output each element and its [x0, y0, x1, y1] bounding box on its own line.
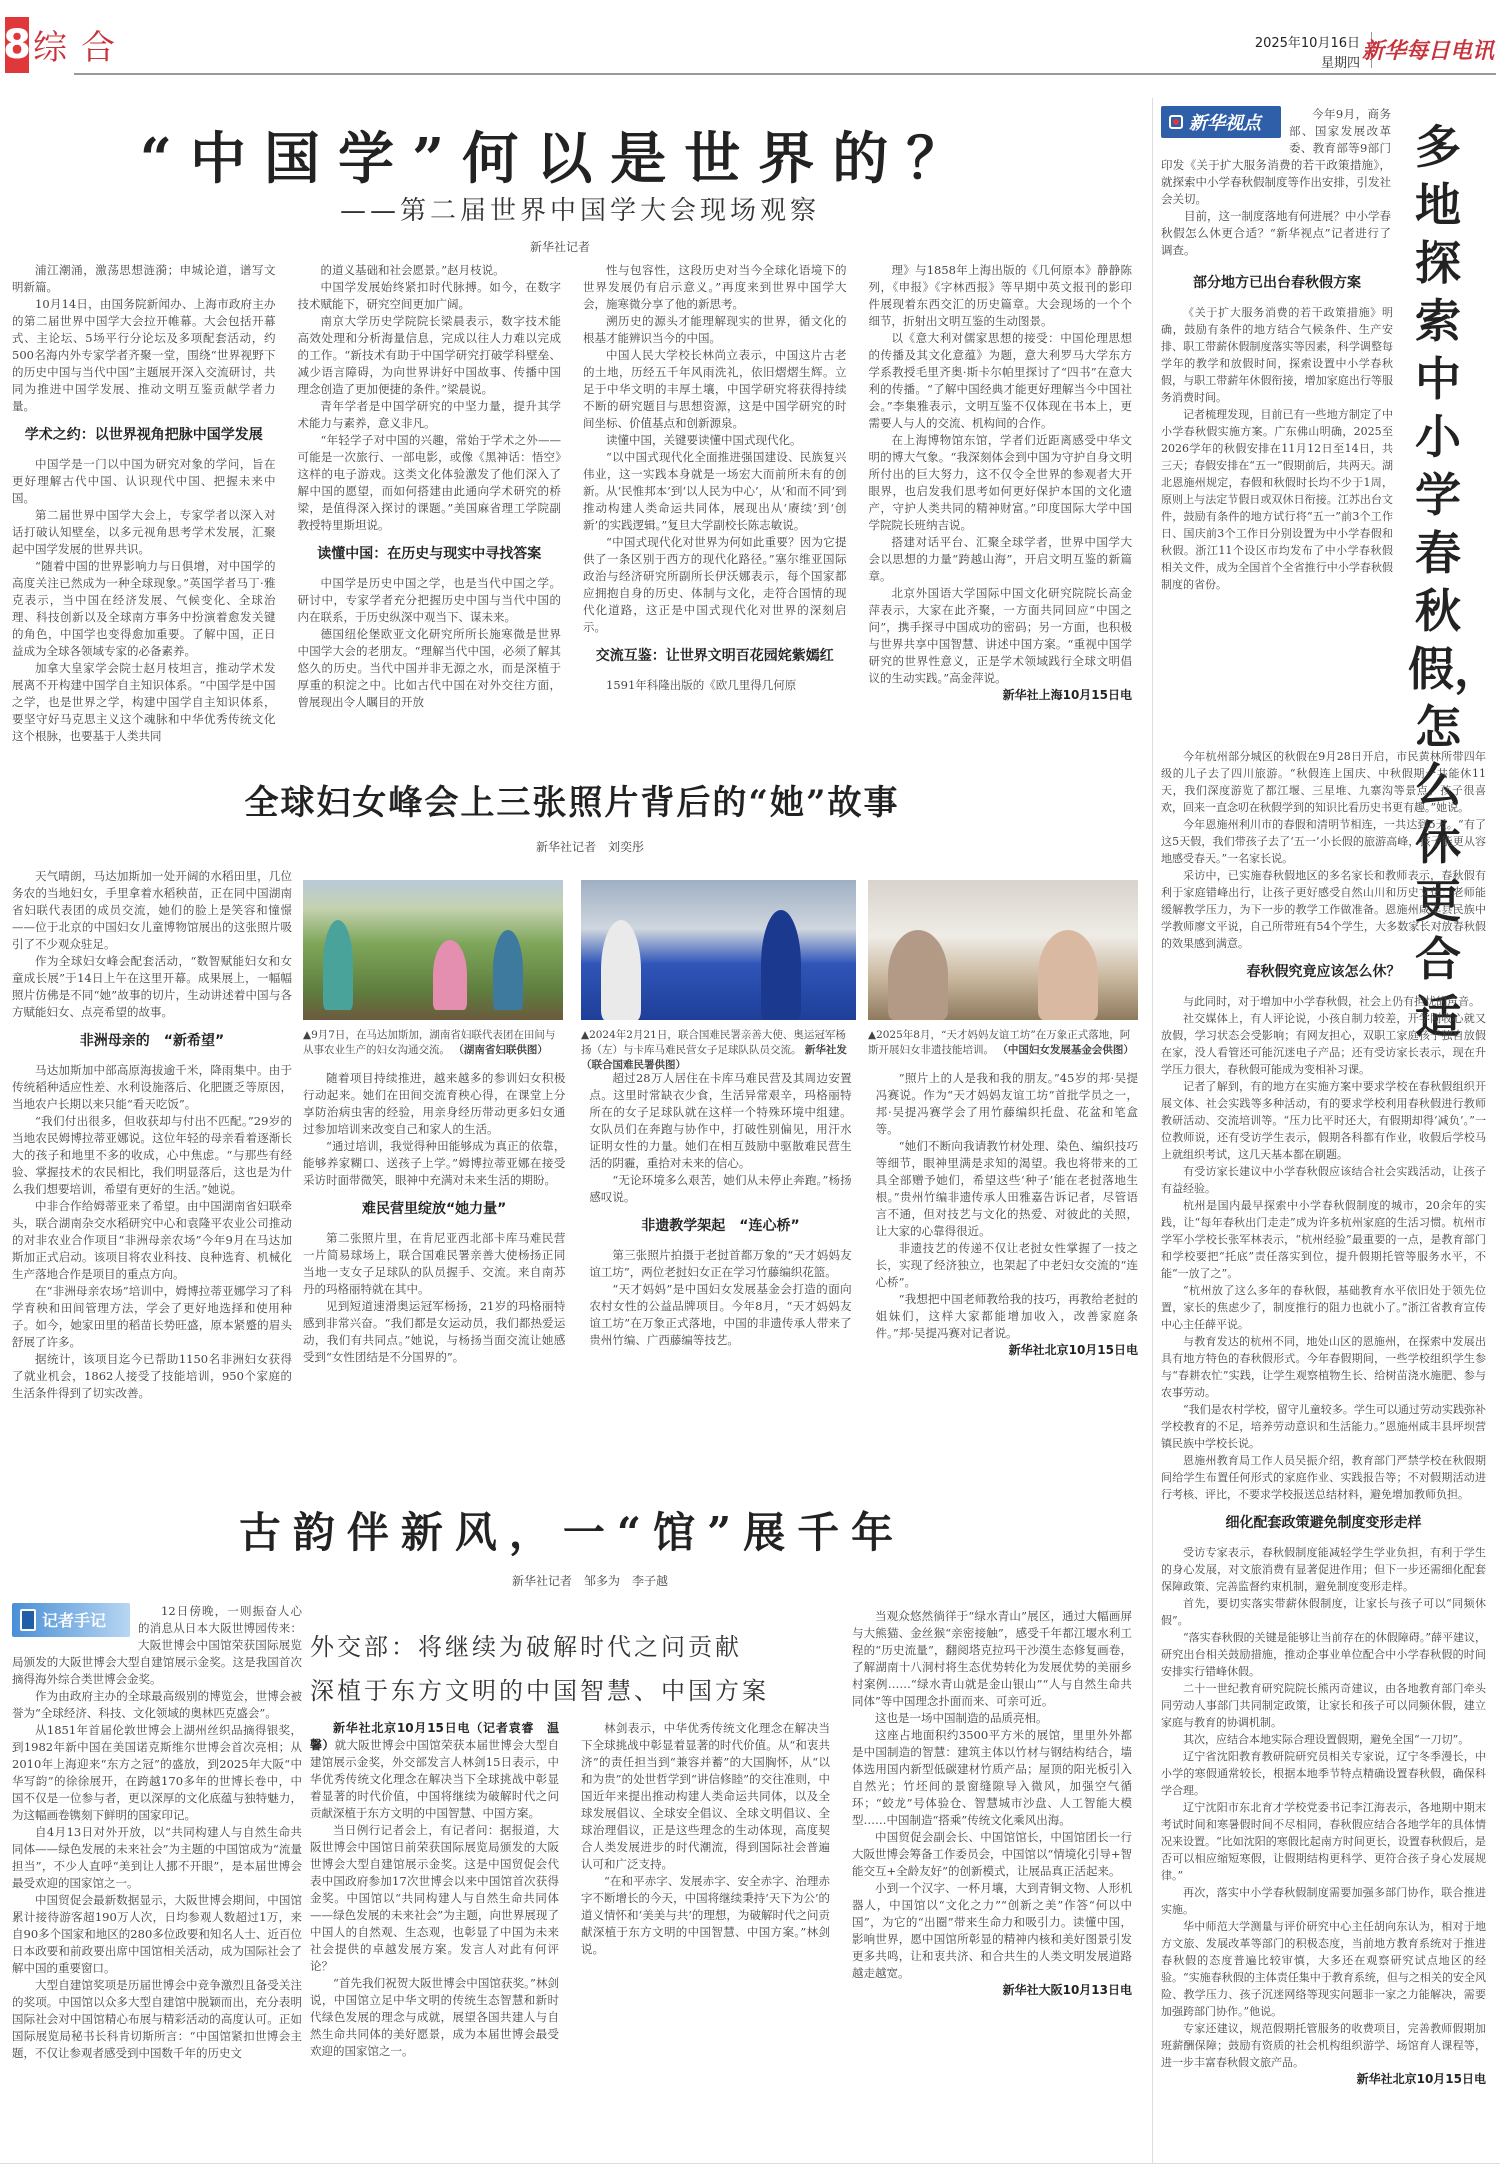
- paragraph: 当日例行记者会上，有记者问：据报道，大阪世博会中国馆日前荣获国际展览局颁发的大阪世博会大型自建馆展示金奖。这是中国贸促会代表中国政府参加17次世博会以来中国馆首次获得金奖。中国馆以“共同构建人与自然生命共同体——绿色发展的未来社会”为主题，向世界展现了中国人的自然观、生态观，也彰显了中国为未来社会提供的卓越发展方案。发言人对此有何评论？: [310, 1823, 559, 1973]
- paper-logo: 新华每日电讯: [1361, 38, 1494, 64]
- paragraph: “杭州放了这么多年的春秋假，基础教育水平依旧处于领先位置，家长的焦虑少了，制度推行的阻力也就小了。”浙江省教育宣传中心主任薛平说。: [1161, 1284, 1486, 1331]
- article1-subhead-3: 交流互鉴：让世界文明百花园姹紫嫣红: [595, 648, 834, 664]
- article3-byline: 新华社记者 邹多为 李子越: [511, 1574, 668, 1588]
- paragraph: 作为全球妇女峰会配套活动，“数智赋能妇女和女童成长展”于14日上午在这里开幕。成果展上，一幅幅照片仿佛是不同“她”故事的切片，生动讲述着中国与各方赋能妇女、点亮希望的故事。: [12, 954, 292, 1019]
- paragraph: 理》与1858年上海出版的《几何原本》静静陈列，《申报》《字林西报》等早期中英文报刊的影印件展现着东西交汇的历史篇章。大会现场的一个个细节，折射出文明互鉴的生动图景。: [868, 263, 1132, 328]
- article1-column-2: [298, 262, 562, 762]
- paragraph: 再次，落实中小学春秋假制度需要加强多部门协作，联合推进实施。: [1161, 1886, 1486, 1916]
- paragraph: “天才妈妈”是中国妇女发展基金会打造的面向农村女性的公益品牌项目。今年8月，“天才妈妈友谊工坊”在万象正式落地，中国的非遗传承人带来了贵州竹编、广西藤编等技艺。: [589, 1282, 852, 1347]
- article2-body: [303, 1070, 1138, 1470]
- paragraph: “无论环境多么艰苦，她们从未停止奔跑。”杨扬感叹说。: [589, 1173, 852, 1204]
- camera-icon: [1169, 115, 1183, 129]
- sidebar-article: [1152, 98, 1500, 2163]
- paragraph: 中国人民大学校长林尚立表示，中国这片古老的土地，历经五千年风雨洗礼，依旧熠熠生辉。立足于中华文明的丰厚土壤，中国学研究将获得持续不断的研究题目与思想资源，这是中国学研究的时间坐标、价值基点和创新源泉。: [583, 348, 847, 430]
- article2-column-3: [589, 1070, 851, 1470]
- paragraph: 目前，这一制度落地有何进展？中小学春秋假怎么休更合适？“新华视点”记者进行了调查。: [1161, 209, 1391, 257]
- inset-news-body: [310, 1720, 830, 2150]
- paragraph: “通过培训，我觉得种田能够成为真正的依靠，能够养家糊口、送孩子上学。”姆博拉蒂亚娜在接受采访时面带微笑，眼神中充满对未来生活的期盼。: [303, 1139, 566, 1187]
- section-name: 综合: [33, 28, 129, 68]
- paragraph: 加拿大皇家学会院士赵月枝坦言，推动学术发展离不开构建中国学自主知识体系。“中国学是中国之学，也是世界之学，构建中国学自主知识体系，要坚守好马克思主义这个魂脉和中华优秀传统文化这个根脉，也要基于人类共同: [12, 661, 276, 743]
- paragraph: 当观众悠然徜徉于“绿水青山”展区，通过大幅画屏与大熊猫、金丝猴“亲密接触”，感受千年都江堰水利工程的“历史流量”，翻阅塔克拉玛干沙漠生态修复画卷，了解湖南十八洞村将生态优势转化为发展优势的美丽乡村案例……“绿水青山就是金山银山”“人与自然生命共同体”等中国理念扑面而来、可亲可近。: [852, 1609, 1132, 1708]
- paragraph: 《关于扩大服务消费的若干政策措施》明确，鼓励有条件的地方结合气候条件、生产安排、职工带薪休假制度落实等因素，科学调整每学年的教学和放假时间，探索设置中小学春秋假，与职工带薪年休假衔接，增加家庭出行等服务消费时间。: [1161, 306, 1393, 404]
- paragraph: 与此同时，对于增加中小学春秋假，社会上仍有担忧的声音。: [1183, 995, 1480, 1008]
- paragraph: “照片上的人是我和我的朋友。”45岁的邦·吴提冯赛说。作为“天才妈妈友谊工坊”首批学员之一，邦·吴提冯赛学会了用竹藤编织托盘、花盆和笔盒等。: [875, 1071, 1138, 1136]
- article2-left-column: [12, 868, 292, 1468]
- article1-headline: “中国学”何以是世界的？: [139, 126, 981, 192]
- paragraph: 天气晴朗，马达加斯加一处开阔的水稻田里，几位务农的当地妇女，手里拿着水稻秧苗，正在同中国湖南省妇联代表团的成员交流，她们的脸上是笑容和憧憬——位于北京的中国妇女儿童博物馆展出的这张照片吸引了不少观众驻足。: [12, 869, 292, 951]
- article3-right-column: [852, 1608, 1132, 2148]
- paragraph: 自4月13日对外开放，以“共同构建人与自然生命共同体——绿色发展的未来社会”为主题的中国馆成为“流量担当”，不少人直呼“美到让人挪不开眼”，是本届世博会最受欢迎的国家馆之一。: [12, 1825, 302, 1890]
- article1-column-1: [12, 262, 276, 762]
- article3-left-column: [12, 1603, 302, 2143]
- paragraph: 记者了解到，有的地方在实施方案中要求学校在春秋假组织开展文体、社会实践等多种活动，有的要求学校利用春秋假进行教师教研活动、交流培训等。“压力比平时还大，有假期却得‘减负’。”一位教师说，还有受访学生表示，假期各科都有作业，收假后学校马上就组织考试，这几天基本都在刷题。: [1161, 1080, 1486, 1161]
- article2-byline: 新华社记者 刘奕彤: [535, 840, 644, 854]
- reporter-note-badge: [12, 1603, 130, 1637]
- paragraph: “年轻学子对中国的兴趣，常始于学术之外——可能是一次旅行、一部电影，或像《黑神话：悟空》这样的电子游戏。这类文化体验激发了他们深入了解中国的愿望，而如何搭建由此通向学术研究的桥梁，是值得深入探讨的课题。”美国麻省理工学院副教授特里斯坦说。: [297, 433, 561, 532]
- paragraph: 中国贸促会副会长、中国馆馆长，中国馆团长一行大阪世博会筹备工作委员会，中国馆以“情境化引导+智能交互+全龄友好”的创新模式，让展品真正活起来。: [852, 1830, 1132, 1878]
- photo-weaving-workshop: [868, 880, 1138, 1020]
- sidebar-headline: 多地探索中小学春秋假，怎么休更合适: [1408, 120, 1500, 1044]
- paragraph: 北京外国语大学国际中国文化研究院院长高金萍表示，大家在此齐聚，一方面共同回应“中国之问”，携手探寻中国成功的密码；另一方面，也积极与世界共享中国智慧、讲述中国方案。“重视中国学研究的世界性意义，正是学术领域践行全球文明倡议的生动实践。”高金萍说。: [868, 586, 1132, 685]
- weekday-text: 星期四: [1320, 56, 1360, 71]
- paragraph: 与教育发达的杭州不同，地处山区的恩施州，在探索中发展出具有地方特色的春秋假形式。今年春假期间，一些学校组织学生参与“春耕农忙”实践，让学生观察植物生长、给树苗浇水施肥、参与农事劳动。: [1161, 1335, 1486, 1399]
- article2-dateline: 新华社北京10月15日电: [1008, 1343, 1138, 1357]
- article1-subtitle: ——第二届世界中国学大会现场观察: [339, 196, 820, 226]
- badge-label: 记者手记: [42, 1610, 107, 1630]
- article1-column-4: [869, 262, 1133, 762]
- inset-news-headline: [310, 1625, 830, 1713]
- paragraph: 马达加斯加中部高原海拔逾千米，降雨集中。由于传统稻种适应性差、水利设施落后、化肥匮乏等原因，当地农户长期以来只能“看天吃饭”。: [12, 1063, 292, 1111]
- article1-dateline: 新华社上海10月15日电: [1002, 688, 1132, 702]
- photo-rice-field: [303, 880, 563, 1020]
- paragraph: “以中国式现代化全面推进强国建设、民族复兴伟业，这一实践本身就是一场宏大而前所未有的创新。从‘民惟邦本’到‘以人民为中心’，从‘和而不同’到推动构建人类命运共同体，展现出从‘赓续’到‘创新’的实践逻辑。”复旦大学副校长陈志敏说。: [583, 450, 847, 532]
- paragraph: 搭建对话平台、汇聚全球学者，世界中国学大会以思想的力量“跨越山海”，开启文明互鉴的新篇章。: [868, 535, 1132, 583]
- article3-dateline: 新华社大阪10月13日电: [1002, 1983, 1132, 1997]
- article1-byline: 新华社记者: [529, 240, 590, 254]
- paragraph: 二十一世纪教育研究院院长熊丙奇建议，由各地教育部门牵头同劳动人事部门共同制定政策，让家长和孩子可以同频休假，建立家庭与教育的协调机制。: [1161, 1682, 1486, 1729]
- paragraph: “我想把中国老师教给我的技巧，再教给老挝的姐妹们，这样大家都能增加收入，改善家庭条件。”邦·吴提冯赛对记者说。: [875, 1292, 1138, 1340]
- sidebar-lede: [1161, 106, 1391, 259]
- paragraph: 采访中，已实施春秋假地区的多名家长和教师表示，春秋假有利于家庭错峰出行，让孩子更好感受自然山川和历史文化；老师能缓解教学压力，为下一步的教学工作做准备。恩施州咸丰县民族中学教师廖文平说，自己所带班有54个学生，大多数家长对放春秋假的效果感到满意。: [1161, 869, 1486, 950]
- paragraph: 青年学者是中国学研究的中坚力量，提升其学术能力与素养，意义非凡。: [297, 399, 561, 430]
- paragraph: 据统计，该项目迄今已帮助1150名非洲妇女获得了就业机会，1862人接受了技能培训，950个家庭的生活条件得到了切实改善。: [12, 1352, 292, 1400]
- paragraph: 今年9月，商务部、国家发展改革委、教育部等9部门印发《关于扩大服务消费的若干政策措施》，就探索中小学春秋假制度等作出安排，引发社会关切。: [1161, 107, 1391, 206]
- article2-subhead-3: 非遗教学架起 “连心桥”: [641, 1218, 800, 1234]
- page-number-badge: 8: [5, 17, 29, 73]
- paragraph: “我们是农村学校，留守儿童较多。学生可以通过劳动实践弥补学校教育的不足，培养劳动意识和生活能力。”恩施州咸丰县坪坝营镇民族中学校长说。: [1161, 1403, 1486, 1450]
- paragraph: 第三张照片拍摄于老挝首都万象的“天才妈妈友谊工坊”，两位老挝妇女正在学习竹藤编织花篮。: [589, 1248, 852, 1279]
- paragraph: 社交媒体上，有人评论说，小孩自制力较差，开学刚收心就又放假，学习状态会受影响；有网友担心，双职工家庭孩子独自放假在家，没人看管还可能沉迷电子产品；还有受访家长表示，现在升学压力很大，春秋假可能成为变相补习课。: [1161, 1012, 1486, 1076]
- paragraph: 华中师范大学测量与评价研究中心主任胡向东认为，相对于地方文旅、发展改革等部门的积极态度，当前地方教育系统对于推进春秋假的态度普遍比较审慎，大多还在观察研究试点地区的经验。“实施春秋假的主体责任集中于教育系统，但与之相关的安全风险、教学压力、孩子沉迷网络等现实问题非一家之力能解决，需要加强跨部门协作。”他说。: [1161, 1920, 1486, 2018]
- inset-column-1: [310, 1720, 559, 2150]
- paragraph: 这座占地面积约3500平方米的展馆，里里外外都是中国制造的智慧：建筑主体以竹材与钢结构结合，墙体选用国内新型低碳建材竹质产品；屋顶的阳光板引入自然光；竹坯间的景窗缝隙导入微风，加强空气循环；“蛟龙”号体验仓、智慧城市沙盘、人工智能大模型……中国制造“搭乘”传统文化乘风出海。: [852, 1728, 1132, 1827]
- paragraph: 在“非洲母亲农场”培训中，姆博拉蒂亚娜学习了科学育秧和田间管理方法，学会了更好地选择和使用种子。如今，她家田里的稻苗长势旺盛，原本紧蹙的眉头舒展了许多。: [12, 1284, 292, 1349]
- paragraph: 今年恩施州利川市的春假和清明节相连，一共达到5天。“有了这5天假，我们带孩子去了‘五一’小长假的旅游高峰，孩子能更从容地感受春天。”一名家长说。: [1161, 818, 1486, 865]
- paragraph: 大型自建馆奖项是历届世博会中竞争激烈且备受关注的奖项。中国馆以众多大型自建馆中脱颖而出，充分表明国际社会对中国馆精心布展与精彩活动的高度认可。正如国际展览局秘书长科肯切斯所言：“中国馆紧扣世博会主题，不仅让参观者感受到中国数千年的历史文: [12, 1978, 302, 2060]
- article3-headline: 古韵伴新风，一“馆”展千年: [238, 1508, 906, 1557]
- inset-title-line1: 外交部：将继续为破解时代之问贡献: [310, 1633, 742, 1661]
- paragraph: 有受访家长建议中小学春秋假应该结合社会实践活动，让孩子有益经验。: [1161, 1165, 1486, 1195]
- paragraph: 其次，应结合本地实际合理设置假期，避免全国“一刀切”。: [1183, 1733, 1470, 1746]
- article2-subhead-1: 非洲母亲的 “新希望”: [79, 1033, 225, 1049]
- paragraph: 在上海博物馆东馆，学者们近距离感受中华文明的博大气象。“我深刻体会到中国为守护自身文明所付出的巨大努力，这不仅令全世界的参观者大开眼界，也启发我们思考如何更好保护本国的文化遗产，守护人类共同的精神财富。”印度国际大学中国学院院长班纳吉说。: [868, 433, 1132, 532]
- sidebar-body-top: [1161, 263, 1393, 743]
- article1-subhead-1: 学术之约：以世界视角把脉中国学发展: [24, 427, 263, 443]
- paragraph: 第二届世界中国学大会上，专家学者以深入对话打破认知壁垒，以多元视角思考学术发展，汇聚起中国学发展的世界共识。: [12, 508, 276, 556]
- paragraph: 非遗技艺的传递不仅让老挝女性掌握了一技之长，实现了经济独立，也架起了中老妇女交流的“连心桥”。: [875, 1241, 1138, 1289]
- paragraph: 辽宁省沈阳教育教研院研究员相关专家说，辽宁冬季漫长，中小学的寒假通常较长，根据本地季节特点精确设置春秋假，确保科学合理。: [1161, 1750, 1486, 1797]
- paragraph: 第二张照片里，在肯尼亚西北部卡库马难民营一片简易球场上，联合国难民署亲善大使杨扬正同当地一支女子足球队的队员握手、交流。来自南苏丹的玛格丽特就在其中。: [303, 1231, 566, 1296]
- paragraph: 随着项目持续推进，越来越多的参训妇女积极行动起来。她们在田间交流育秧心得，在课堂上分享防治病虫害的经验，用亲身经历带动更多妇女通过参加培训来改变自己和家人的生活。: [303, 1071, 566, 1136]
- paragraph: 首先，要切实落实带薪休假制度，让家长与孩子可以“同频休假”。: [1161, 1597, 1486, 1627]
- paragraph: 受访专家表示，春秋假制度能减轻学生学业负担，有利于学生的身心发展，对文旅消费有显著促进作用；但下一步还需细化配套保障政策、完善监督约束机制，避免制度变形走样。: [1161, 1546, 1486, 1593]
- article2-headline: 全球妇女峰会上三张照片背后的“她”故事: [244, 783, 900, 823]
- sidebar-subhead-2: 春秋假究竟应该怎么休？: [1246, 964, 1401, 980]
- photo1-caption: ▲9月7日，在马达加斯加，湖南省妇联代表团在田间与从事农业生产的妇女沟通交流。 （湖南省妇联供图）: [303, 1029, 556, 1056]
- article1-body: [12, 262, 1132, 762]
- paragraph: 浦江潮涌，激荡思想涟漪；申城论道，谱写文明新篇。: [12, 263, 276, 294]
- paragraph: 南京大学历史学院院长梁晨表示，数字技术能高效处理和分析海量信息，完成以往人力难以完成的工作。“新技术有助于中国学研究打破学科壁垒、减少语言障碍，为向世界讲好中国故事、传播中国理念创造了更加便捷的条件。”梁晨说。: [297, 314, 561, 396]
- paragraph: 中国学是一门以中国为研究对象的学问，旨在更好理解古代中国、认识现代中国、把握未来中国。: [12, 457, 276, 505]
- paragraph: “我们付出很多，但收获却与付出不匹配。”29岁的当地农民姆博拉蒂亚娜说。这位年轻的母亲看着逐渐长大的孩子和地里不多的收成，心中焦虑。“与那些有经验、掌握技术的农民相比，我们明显落后，这也是为什么我们想要培训，希望有更好的生活。”她说。: [12, 1114, 292, 1196]
- paragraph: 读懂中国，关键要读懂中国式现代化。: [606, 433, 802, 447]
- paragraph: 就大阪世博会中国馆荣获本届世博会大型自建馆展示金奖，外交部发言人林剑15日表示，中华优秀传统文化理念在解决当下全球挑战中彰显着显著的时代价值，中国将继续为破解时代之问贡献深植于东方文明的中国智慧、中国方案。: [310, 1738, 559, 1820]
- paragraph: 林剑表示，中华优秀传统文化理念在解决当下全球挑战中彰显着显著的时代价值。从“和衷共济”的责任担当到“兼容并蓄”的大国胸怀，从“以和为贵”的处世哲学到“讲信修睦”的交往准则，中国近年来提出推动构建人类命运共同体，以及全球发展倡议、全球安全倡议、全球文明倡议、全球治理倡议，正是这些理念的生动体现，高度契合人类发展进步的时代潮流，得到国际社会普遍认可和广泛支持。: [581, 1721, 830, 1871]
- paragraph: 今年杭州部分城区的秋假在9月28日开启，市民黄林所带四年级的儿子去了四川旅游。“秋假连上国庆、中秋假期一共能休11天，我们深度游览了都江堰、三星堆、九寨沟等景点。孩子很喜欢，回来一直念叨在秋假学到的知识比看历史书更有趣。”她说。: [1161, 750, 1486, 814]
- article2-column-2: [303, 1070, 565, 1470]
- xinhua-viewpoint-badge: [1161, 106, 1281, 138]
- photo-football-team: [581, 880, 856, 1020]
- photo3-caption: ▲2025年8月，“天才妈妈友谊工坊”在万象正式落地，阿斯开展妇女非遗技能培训。 （中国妇女发展基金会供图）: [868, 1029, 1134, 1056]
- notebook-icon: [20, 1609, 36, 1631]
- paragraph: 德国纽伦堡欧亚文化研究所所长施寒微是世界中国学大会的老朋友。“理解当代中国，必须了解其悠久的历史。当代中国并非无源之水，而是深植于厚重的积淀之中。比如古代中国在对外交往方面，曾展现出令人瞩目的开放: [297, 627, 561, 709]
- paragraph: “随着中国的世界影响力与日俱增，对中国学的高度关注已然成为一种全球现象。”英国学者马丁·雅克表示，当中国在经济发展、气候变化、全球治理、科技创新以及全球南方事务中扮演着愈发关键的角色，中国学也变得愈加重要。了解中国，正日益成为全球各领域专家的必备素养。: [12, 559, 276, 658]
- paragraph: “落实春秋假的关键是能够让当前存在的休假障碍。”薛平建议，研究出台相关鼓励措施，推动企事业单位配合中小学春秋假的时间安排实行错峰休假。: [1161, 1631, 1486, 1678]
- paragraph: 杭州是国内最早探索中小学春秋假制度的城市，20余年的实践，让“每年春秋出门走走”成为许多杭州家庭的生活习惯。杭州市学军小学校长张军林表示，“杭州经验”最重要的一点，是教育部门和学校要把“托底”责任落实到位，提升假期托管等服务水平，不能“一放了之”。: [1161, 1199, 1486, 1280]
- paragraph: 从1851年首届伦敦世博会上湖州丝织品摘得银奖，到1982年新中国在美国诺克斯维尔世博会首次亮相；从2010年上海迎来“东方之冠”的盛放，到2025年大阪“中华写韵”的徐徐展开，在跨越170多年的世博长卷中，中国不仅是一位参与者，更以深厚的文化底蕴与独特魅力，为这幅画卷镌刻下鲜明的国家印记。: [12, 1723, 302, 1822]
- paragraph: 超过28万人居住在卡库马难民营及其周边安置点。这里时常缺衣少食，生活异常艰辛，玛格丽特所在的女子足球队就在这样一个特殊环境中组建。女队员们在奔跑与协作中，打破性别偏见，用汗水证明女性的力量。她们在相互鼓励中驱散难民营生活的阴霾，重拾对未来的信心。: [589, 1071, 852, 1170]
- paragraph: 的道义基础和社会愿景。”赵月枝说。: [320, 263, 505, 277]
- paragraph: 12日傍晚，一则振奋人心的消息从日本大阪世博园传来：大阪世博会中国馆荣获国际展览局颁发的大阪世博会大型自建馆展示金奖。这是我国首次摘得海外综合类世博会金奖。: [12, 1604, 302, 1686]
- paragraph: 溯历史的源头才能理解现实的世界，循文化的根基才能辨识当今的中国。: [583, 314, 847, 345]
- paragraph: 以《意大利对儒家思想的接受：中国伦理思想的传播及其文化意蕴》为题，意大利罗马大学东方学系教授毛里齐奥·斯卡尔帕里探讨了“四书”在意大利的传播。“了解中国经典才能更好理解当今中国社会。”李集雅表示，文明互鉴不仅体现在书本上，更需要人与人的交流、机构间的合作。: [868, 331, 1132, 430]
- masthead: [0, 0, 1500, 80]
- article2-column-4: [876, 1070, 1138, 1470]
- issue-date: [1255, 34, 1360, 74]
- sidebar-body-bottom: [1161, 748, 1486, 2158]
- article1-column-3: [583, 262, 847, 762]
- article1-subhead-2: 读懂中国：在历史与现实中寻找答案: [317, 546, 542, 562]
- paragraph: 1591年科隆出版的《欧几里得几何原: [606, 678, 797, 692]
- sidebar-dateline: 新华社北京10月15日电: [1356, 2072, 1486, 2086]
- photo2-caption: ▲2024年2月21日，联合国难民署亲善大使、奥运冠军杨扬（左）与卡库马难民营女子足球队队员交流。 新华社发（联合国难民署供图）: [581, 1029, 847, 1071]
- paragraph: 性与包容性，这段历史对当今全球化语境下的世界发展仍有启示意义。”再度来到世界中国学大会，施寒微分享了他的新思考。: [583, 263, 847, 311]
- inset-column-2: [581, 1720, 830, 2150]
- paragraph: “首先我们祝贺大阪世博会中国馆获奖。”林剑说，中国馆立足中华文明的传统生态智慧和新时代绿色发展的理念与成就，展望各国共建人与自然生命共同体的美好愿景，成为本届世博会最受欢迎的国家馆之一。: [310, 1976, 559, 2058]
- inset-title-line2: 深植于东方文明的中国智慧、中国方案: [310, 1677, 769, 1705]
- paragraph: “中国式现代化对世界为何如此重要？因为它提供了一条区别于西方的现代化路径。”塞尔维亚国际政治与经济研究所副所长伊沃娜表示，每个国家都应拥抱自身的历史、体制与文化，走符合国情的现代化道路，这正是中国式现代化对世界的深刻启示。: [583, 535, 847, 634]
- photo-strip: [303, 880, 1138, 1071]
- paragraph: 辽宁沈阳市东北育才学校党委书记李江海表示，各地期中期末考试时间和寒暑假时间不尽相同，春秋假应结合各地学年的具体情况来设置。“比如沈阳的寒假比起南方时间更长，设置春秋假后，是否可以相应缩短寒假，让假期结构更科学、更符合孩子身心发展规律。”: [1161, 1801, 1486, 1882]
- paragraph: “她们不断向我请教竹材处理、染色、编织技巧等细节，眼神里满是求知的渴望。我也将带来的工具全部赠予她们，希望这些‘种子’能在老挝落地生根。”贵州竹编非遗传承人田雅嘉告诉记者，尽管语言不通，但对技艺与文化的热爱、对彼此的关照，让大家的心靠得很近。: [875, 1139, 1138, 1238]
- paragraph: 中国学是历史中国之学，也是当代中国之学。研讨中，专家学者充分把握历史中国与当代中国的内在联系，于历史纵深中观当下、谋未来。: [297, 576, 561, 624]
- paragraph: 中非合作给姆蒂亚来了希望。由中国湖南省妇联牵头，联合湖南杂交水稻研究中心和袁隆平农业公司推动的对非农业合作项目“非洲母亲农场”今年9月在马达加斯加正式启动。该项目将农业科技、良种选育、机械化生产落地合作是项目的重点方向。: [12, 1199, 292, 1281]
- article2-subhead-2: 难民营里绽放“她力量”: [361, 1201, 507, 1217]
- paragraph: 这也是一场中国制造的品质亮相。: [875, 1711, 1048, 1725]
- paragraph: 恩施州教育局工作人员吴振介绍，教育部门严禁学校在秋假期间给学生布置任何形式的家庭作业、实践报告等；不对假期活动进行考核、评比，不要求学校报送总结材料，避免增加教师负担。: [1161, 1454, 1486, 1501]
- paragraph: 作为由政府主办的全球最高级别的博览会，世博会被誉为“全球经济、科技、文化领域的奥林匹克盛会”。: [12, 1689, 302, 1720]
- sidebar-subhead-3: 细化配套政策避免制度变形走样: [1225, 1515, 1422, 1531]
- date-text: 2025年10月16日: [1254, 36, 1360, 51]
- badge-label: 新华视点: [1189, 113, 1261, 134]
- paragraph: 中国贸促会最新数据显示，大阪世博会期间，中国馆累计接待游客超190万人次，日均参观人数超过1万，来自90多个国家和地区的280多位政要和知名人士、近百位日本政要和前政要出席中国馆相关活动，成为国际社会了解中国的重要窗口。: [12, 1893, 302, 1975]
- paragraph: “在和平赤字、发展赤字、安全赤字、治理赤字不断增长的今天，中国将继续秉持‘天下为公’的道义情怀和‘美美与共’的理想，为破解时代之问贡献深植于东方文明的中国智慧、中国方案。”林剑说。: [581, 1874, 830, 1956]
- paragraph: 小到一个汉字、一杯月壤，大到青铜文物、人形机器人，中国馆以“文化之力”“创新之美”作答“何以中国”，为它的“出圈”带来生命力和吸引力。读懂中国，影响世界，愿中国馆所彰显的精神内核和美好图景引发更多共鸣，让和衷共济、和合共生的人类文明发展道路越走越宽。: [852, 1881, 1132, 1980]
- page-bottom-rule: [0, 2163, 1500, 2164]
- paragraph: 10月14日，由国务院新闻办、上海市政府主办的第二届世界中国学大会拉开帷幕。大会包括开幕式、主论坛、5场平行分论坛及多项配套活动，约500名海内外专家学者齐聚一堂，围绕“世界视野下的历史中国与当代中国”主题展开深入交流研讨，共同为推进中国学发展、推动文明互鉴贡献学者力量。: [12, 297, 276, 413]
- paragraph: 专家还建议，规范假期托管服务的收费项目，完善教师假期加班薪酬保障；鼓励有资质的社会机构组织游学、场馆育人课程等，进一步丰富春秋假文旅产品。: [1161, 2022, 1486, 2069]
- paragraph: 记者梳理发现，目前已有一些地方制定了中小学春秋假实施方案。广东佛山明确，2025至2026学年的秋假安排在11月12日至14日，共三天；春假安排在“五一”假期前后，共两天。湖北恩施州规定，春假和秋假时长均不少于1周，原则上与法定节假日或双休日衔接。江苏出台文件，鼓励有条件的地方试行将“五一”前3个工作日、国庆前3个工作日分别设置为中小学春假和秋假。浙江11个设区市均发布了中小学春秋假相关文件，成为全国首个全省推行中小学春秋假制度的省份。: [1161, 408, 1393, 591]
- inset-dateline: 新华社北京10月15日电（记者袁睿 温馨）: [310, 1721, 559, 1752]
- sidebar-subhead-1: 部分地方已出台春秋假方案: [1193, 275, 1361, 291]
- paragraph: 中国学发展始终紧扣时代脉搏。如今，在数字技术赋能下，研究空间更加广阔。: [297, 280, 561, 311]
- paragraph: 见到短道速滑奥运冠军杨扬，21岁的玛格丽特感到非常兴奋。“我们都是女运动员，我们都热爱运动，我们有共同点。”她说，与杨扬当面交流让她感受到“女性团结是不分国界的”。: [303, 1299, 566, 1364]
